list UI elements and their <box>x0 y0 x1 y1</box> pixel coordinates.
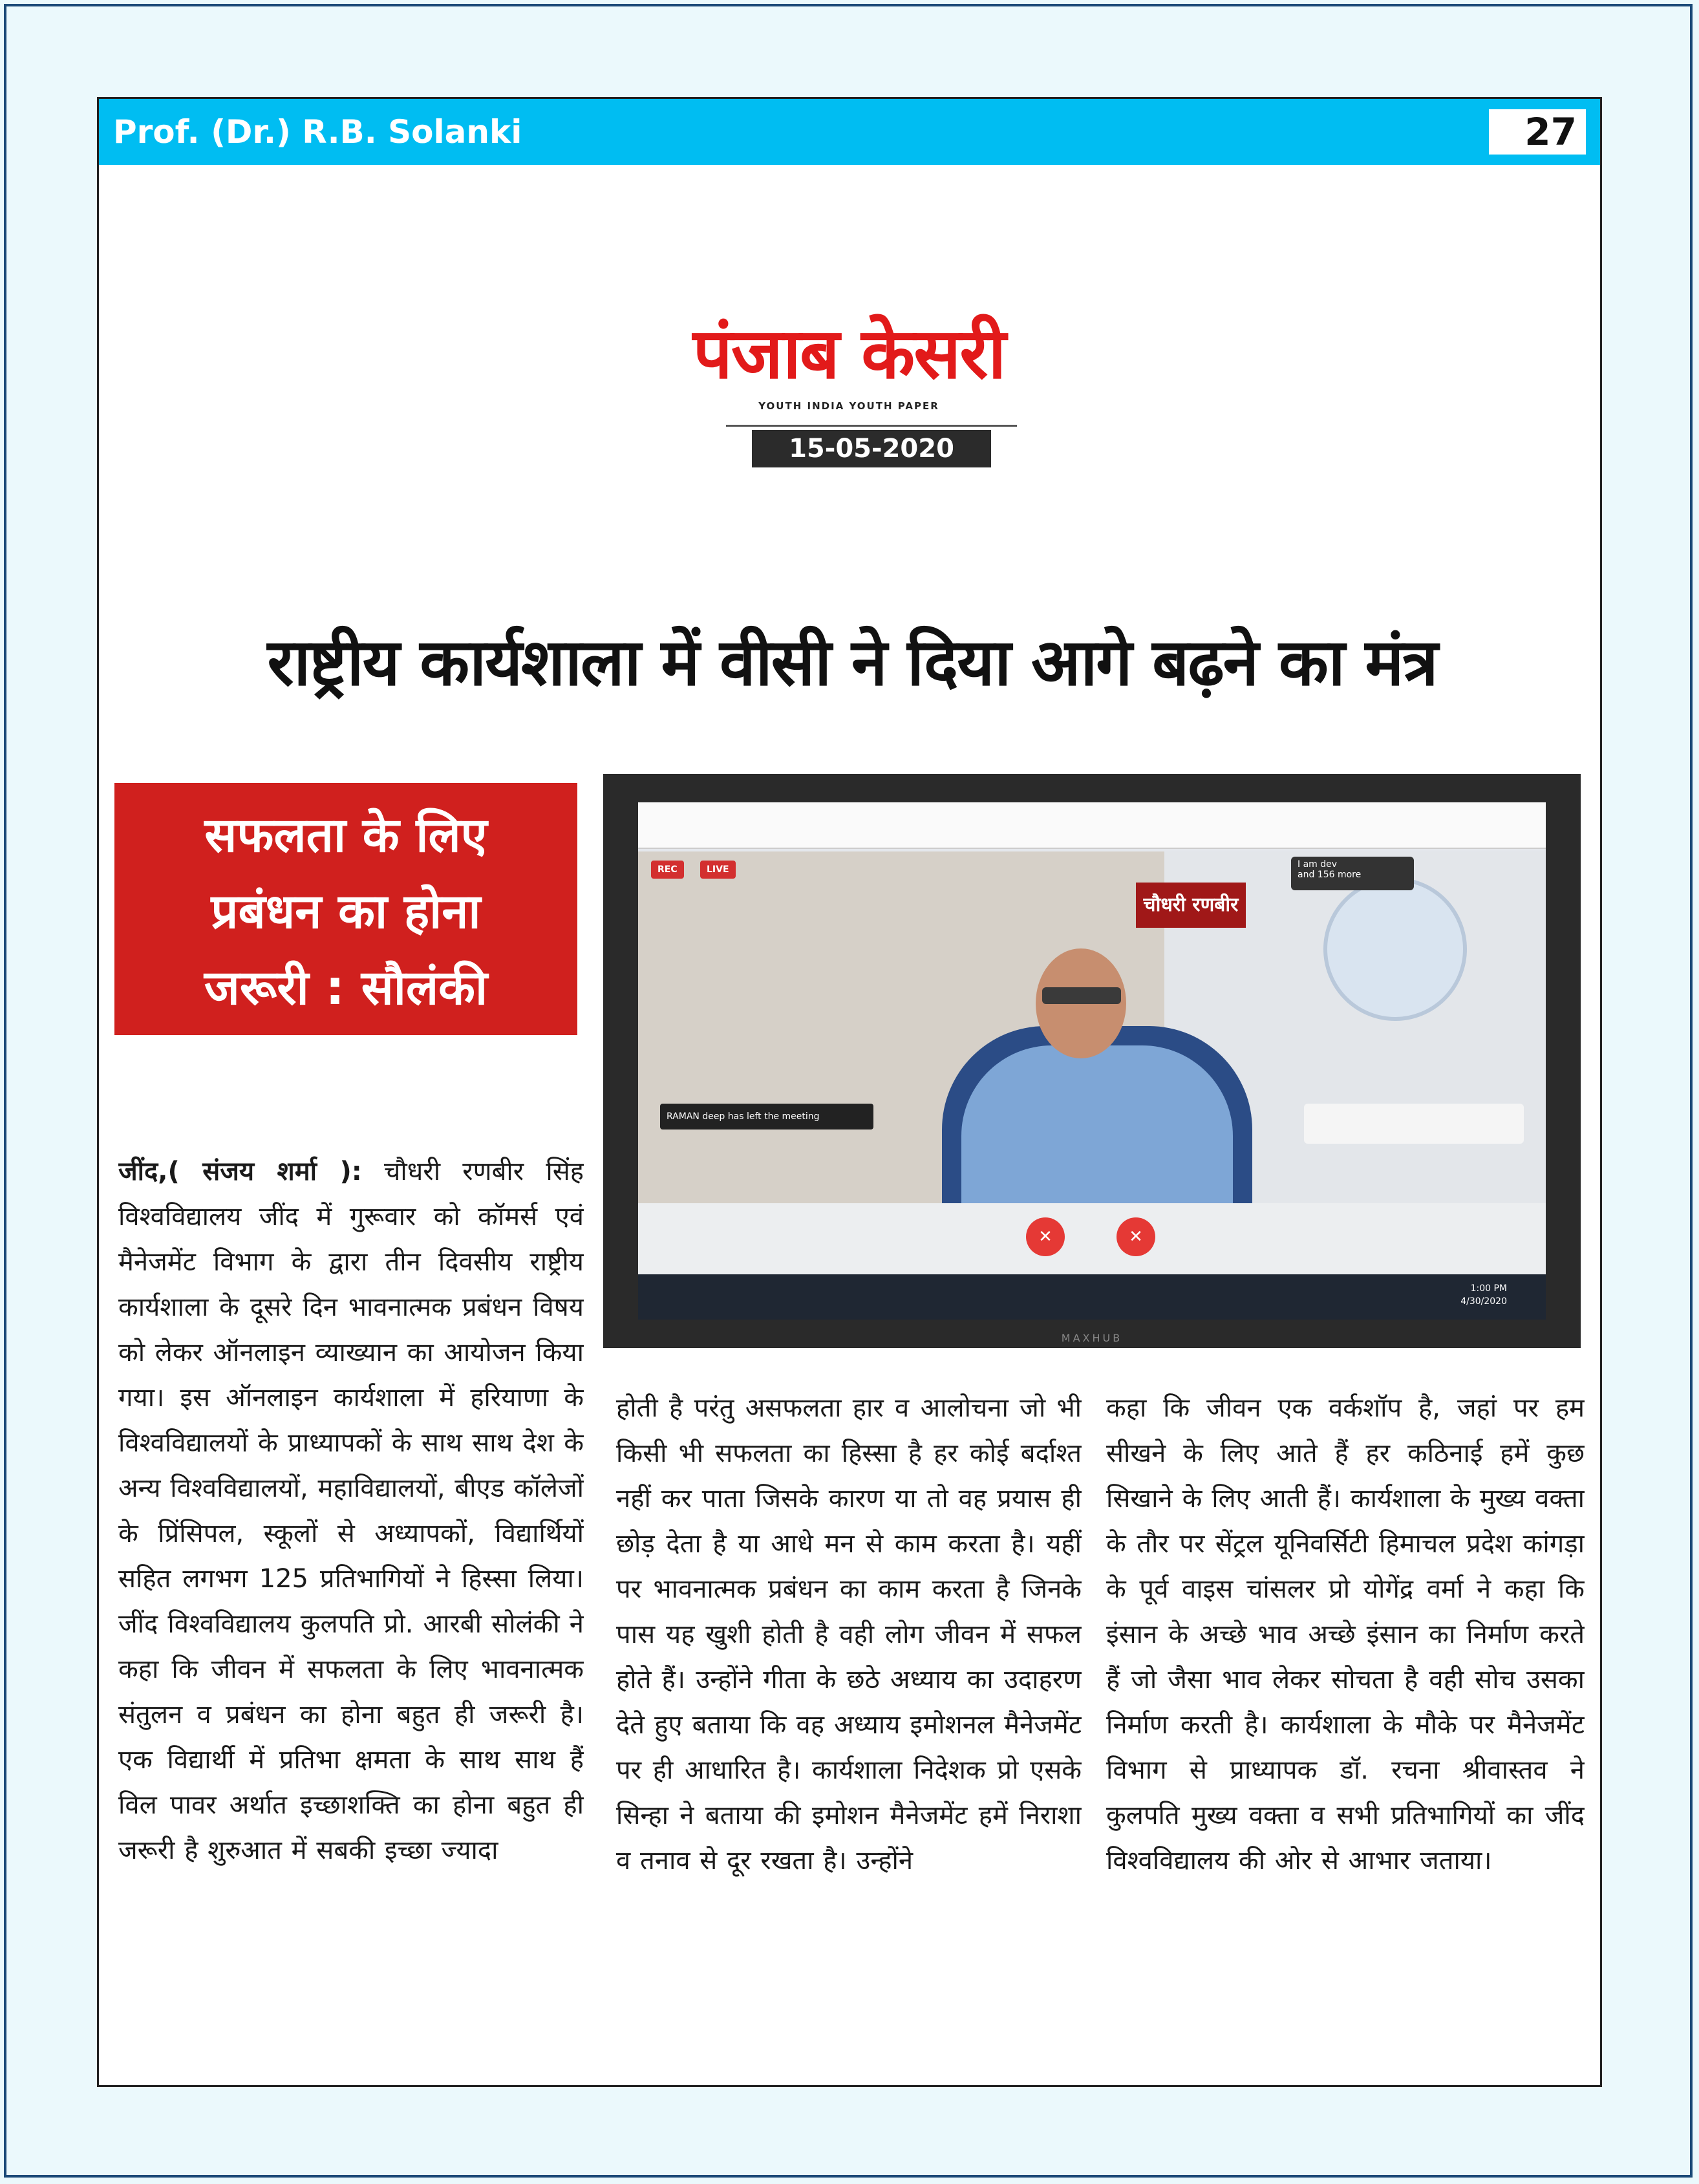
article-photo <box>603 774 1581 1348</box>
article-column-1 <box>118 1149 584 2015</box>
newspaper-masthead <box>642 303 1056 575</box>
page-number: 27 <box>1489 109 1586 155</box>
wall-banner: चौधरी रणबीर <box>1136 883 1246 928</box>
browser-bar <box>638 802 1546 849</box>
column-text: कहा कि जीवन एक वर्कशॉप है, जहां पर हम सीखने के लिए आते हैं हर कठिनाई हमें कुछ सिखाने के लिए आती हैं। कार्यशाला के मुख्य वक्ता के तौर पर सेंट्रल यूनिवर्सिटी हिमाचल प्रदेश कांगड़ा के पूर्व वाइस चांसलर प्रो योगेंद्र वर्मा ने कहा कि इंसान के अच्छे भाव अच्छे इंसान का निर्माण करते हैं जो जैसा भाव लेकर सोचता है वही सोच उसका निर्माण करती है। कार्यशाला के मौके पर मैनेजमेंट विभाग से प्राध्यापक डॉ. रचना श्रीवास्तव ने कुलपति मुख्य वक्ता व सभी प्रतिभागियों का जींद विश्वविद्यालय की ओर से आभार जताया। <box>1106 1393 1585 1876</box>
article-dateline: जींद,( संजय शर्मा ): <box>118 1157 362 1186</box>
article-column-2 <box>616 1386 1082 1980</box>
speaker-glasses <box>1042 987 1121 1004</box>
camera-off-icon: ✕ <box>1117 1217 1155 1256</box>
author-name: Prof. (Dr.) R.B. Solanki <box>113 113 522 151</box>
article-column-3 <box>1106 1386 1585 1980</box>
article-subhead <box>114 783 577 1035</box>
mic-off-icon: ✕ <box>1026 1217 1065 1256</box>
taskbar-clock: 1:00 PM 4/30/2020 <box>1460 1283 1507 1307</box>
news-article <box>99 616 1600 1961</box>
publication-date: 15-05-2020 <box>752 430 991 467</box>
video-feed <box>638 851 1546 1203</box>
speaker-body <box>961 1045 1233 1214</box>
video-call-screen <box>638 802 1546 1320</box>
document-sheet <box>97 97 1602 2087</box>
masthead-rule <box>726 425 1017 427</box>
article-headline: राष्ट्रीय कार्यशाला में वीसी ने दिया आगे बढ़ने का मंत्र <box>267 625 1437 700</box>
newspaper-logo: पंजाब केसरी <box>692 314 1005 394</box>
live-badge: LIVE <box>700 861 736 879</box>
chat-box <box>1304 1104 1524 1144</box>
call-controls <box>638 1203 1546 1274</box>
subhead-line: सफलता के लिए <box>204 808 487 863</box>
meeting-notification: RAMAN deep has left the meeting <box>660 1104 873 1129</box>
windows-taskbar <box>638 1274 1546 1320</box>
monitor-brand: MAXHUB <box>1061 1332 1123 1344</box>
subhead-line: जरूरी : सौलंकी <box>204 960 488 1016</box>
column-text: होती है परंतु असफलता हार व आलोचना जो भी किसी भी सफलता का हिस्सा है हर कोई बर्दाश्त नहीं कर पाता जिसके कारण या तो वह प्रयास ही छोड़ देता है या आधे मन से काम करता है। यहीं पर भावनात्मक प्रबंधन का काम करता है जिनके पास यह खुशी होती है वही लोग जीवन में सफल होते हैं। उन्होंने गीता के छठे अध्याय का उदाहरण देते हुए बताया कि वह अध्याय इमोशनल मैनेजमेंट पर ही आधारित है। कार्यशाला निदेशक प्रो एसके सिन्हा ने बताया की इमोशन मैनेजमेंट हमें निराशा व तनाव से दूर रखता है। उन्होंने <box>616 1393 1082 1876</box>
header-bar <box>99 99 1600 165</box>
subhead-line: प्रबंधन का होना <box>211 884 481 939</box>
newspaper-tagline: YOUTH INDIA YOUTH PAPER <box>758 400 939 412</box>
university-emblem <box>1323 877 1467 1021</box>
column-text: चौधरी रणबीर सिंह विश्वविद्यालय जींद में गुरूवार को कॉमर्स एवं मैनेजमेंट विभाग के द्वारा तीन दिवसीय राष्ट्रीय कार्यशाला के दूसरे दिन भावनात्मक प्रबंधन विषय को लेकर ऑनलाइन व्याख्यान का आयोजन किया गया। इस ऑनलाइन कार्यशाला में हरियाणा के विश्वविद्यालयों के प्राध्यापकों के साथ साथ देश के अन्य विश्वविद्यालयों, महाविद्यालयों, बीएड कॉलेजों के प्रिंसिपल, स्कूलों से अध्यापकों, विद्यार्थियों सहित लगभग 125 प्रतिभागियों ने हिस्सा लिया। जींद विश्वविद्यालय कुलपति प्रो. आरबी सोलंकी ने कहा कि जीवन में सफलता के लिए भावनात्मक संतुलन व प्रबंधन का होना बहुत ही जरूरी है। एक विद्यार्थी में प्रतिभा क्षमता के साथ साथ हैं विल पावर अर्थात इच्छाशक्ति का होना बहुत ही जरूरी है शुरुआत में सबकी इच्छा ज्यादा <box>118 1157 584 1865</box>
participants-panel: I am dev and 156 more <box>1291 857 1414 890</box>
rec-badge: REC <box>651 861 684 879</box>
